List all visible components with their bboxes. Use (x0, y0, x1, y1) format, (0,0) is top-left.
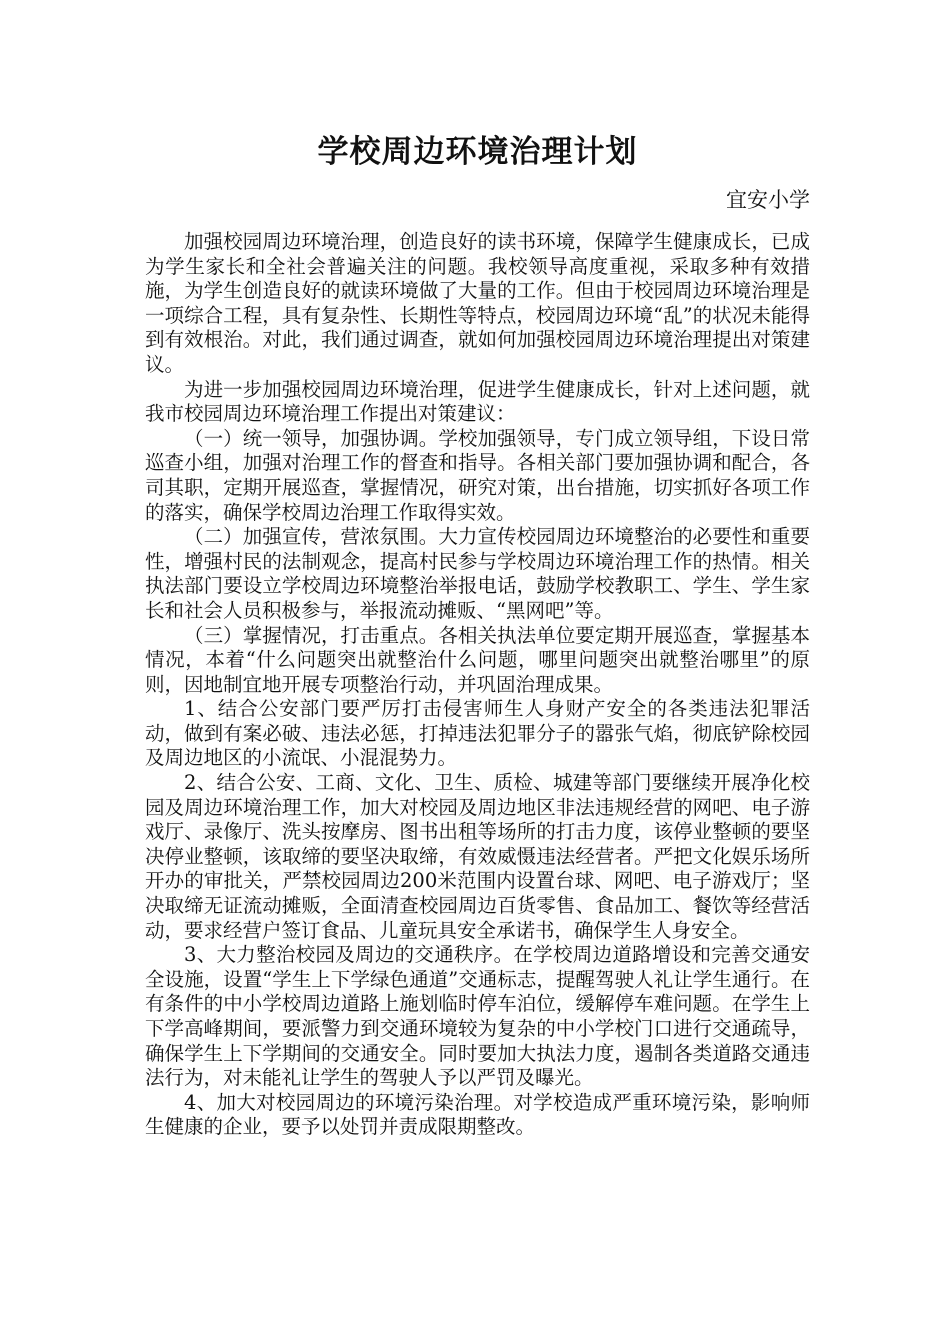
paragraph-item-3: 3、大力整治校园及周边的交通秩序。在学校周边道路增设和完善交通安全设施，设置“学生上下学绿色通道”交通标志，提醒驾驶人礼让学生通行。在有条件的中小学校周边道路上施划临时停车泊位，缓解停车难问题。在学生上下学高峰期间，要派警力到交通环境较为复杂的中小学校门口进行交通疏导，确保学生上下学期间的交通安全。同时要加大执法力度，遏制各类道路交通违法行为，对未能礼让学生的驾驶人予以严罚及曝光。 (145, 943, 810, 1090)
document-title: 学校周边环境治理计划 (317, 134, 638, 170)
paragraph-item-1: 1、结合公安部门要严厉打击侵害师生人身财产安全的各类违法犯罪活动，做到有案必破、违法必惩，打掉违法犯罪分子的嚣张气焰，彻底铲除校园及周边地区的小流氓、小混混势力。 (145, 697, 810, 770)
paragraph-item-2: 2、结合公安、工商、文化、卫生、质检、城建等部门要继续开展净化校园及周边环境治理工作，加大对校园及周边地区非法违规经营的网吧、电子游戏厅、录像厅、洗头按摩房、图书出租等场所的打击力度，该停业整顿的要坚决停业整顿，该取缔的要坚决取缔，有效威慑违法经营者。严把文化娱乐场所开办的审批关，严禁校园周边200米范围内设置台球、网吧、电子游戏厅；坚决取缔无证流动摊贩，全面清查校园周边百货零售、食品加工、餐饮等经营活动，要求经营户签订食品、儿童玩具安全承诺书，确保学生人身安全。 (145, 771, 810, 942)
paragraph-section-3: （三）掌握情况，打击重点。各相关执法单位要定期开展巡查，掌握基本情况，本着“什么问题突出就整治什么问题，哪里问题突出就整治哪里”的原则，因地制宜地开展专项整治行动，并巩固治理成果。 (145, 623, 810, 696)
document-author: 宜安小学 (726, 188, 810, 212)
paragraph-item-4: 4、加大对校园周边的环境污染治理。对学校造成严重环境污染，影响师生健康的企业，要予以处罚并责成限期整改。 (145, 1090, 810, 1139)
paragraph-intro: 加强校园周边环境治理，创造良好的读书环境，保障学生健康成长，已成为学生家长和全社会普遍关注的问题。我校领导高度重视，采取多种有效措施，为学生创造良好的就读环境做了大量的工作。但由于校园周边环境治理是一项综合工程，具有复杂性、长期性等特点，校园周边环境“乱”的状况未能得到有效根治。对此，我们通过调查，就如何加强校园周边环境治理提出对策建议。 (145, 230, 810, 376)
paragraph-section-1: （一）统一领导，加强协调。学校加强领导，专门成立领导组，下设日常巡查小组，加强对治理工作的督查和指导。各相关部门要加强协调和配合，各司其职，定期开展巡查，掌握情况，研究对策，出台措施，切实抓好各项工作的落实，确保学校周边治理工作取得实效。 (145, 426, 810, 524)
paragraph-section-2: （二）加强宣传，营浓氛围。大力宣传校园周边环境整治的必要性和重要性，增强村民的法制观念，提高村民参与学校周边环境治理工作的热情。相关执法部门要设立学校周边环境整治举报电话，鼓励学校教职工、学生、学生家长和社会人员积极参与，举报流动摊贩、“黑网吧”等。 (145, 525, 810, 622)
paragraph-proposal: 为进一步加强校园周边环境治理，促进学生健康成长，针对上述问题，就我市校园周边环境治理工作提出对策建议： (145, 377, 810, 426)
document-body (145, 230, 810, 1140)
document-page (145, 128, 810, 1140)
